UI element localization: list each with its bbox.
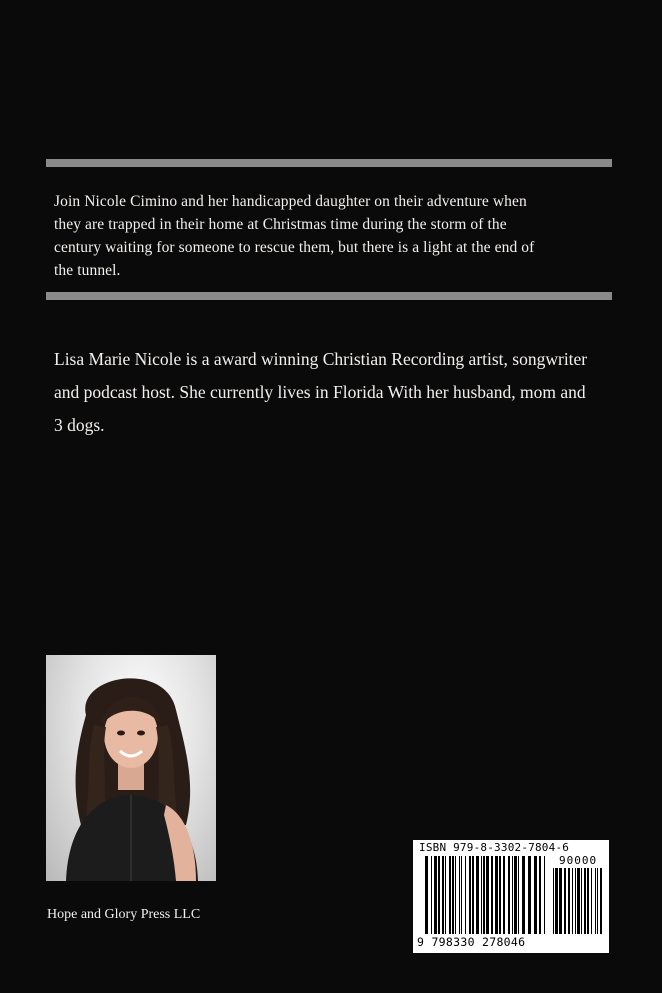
- isbn-barcode: [413, 840, 609, 953]
- barcode-bar: [495, 856, 498, 934]
- barcode-bar: [528, 856, 531, 934]
- barcode-bar: [438, 856, 440, 934]
- price-code: 90000: [559, 854, 598, 867]
- barcode-bar: [442, 856, 444, 934]
- barcode-bar: [452, 856, 454, 934]
- barcode-bar: [564, 868, 566, 934]
- barcode-bar: [514, 856, 517, 934]
- blurb-line: the tunnel.: [54, 262, 121, 279]
- top-divider: [46, 159, 612, 167]
- bio-line: and podcast host. She currently lives in Florida With her husband, mom and: [54, 382, 586, 402]
- barcode-bar: [472, 856, 474, 934]
- barcode-bar: [431, 856, 432, 934]
- barcode-bar: [499, 856, 501, 934]
- barcode-bar: [584, 868, 586, 934]
- author-portrait-illustration: [46, 655, 216, 881]
- barcode-bar: [459, 856, 460, 934]
- blurb-line: Join Nicole Cimino and her handicapped daughter on their adventure when: [54, 193, 527, 210]
- barcode-bar: [512, 856, 513, 934]
- barcode-bar: [486, 856, 489, 934]
- barcode-bar: [455, 856, 456, 934]
- bottom-divider: [46, 292, 612, 300]
- blurb-line: they are trapped in their home at Christmas time during the storm of the: [54, 216, 507, 233]
- addon-bars: [553, 868, 602, 934]
- barcode-bar: [445, 856, 446, 934]
- barcode-bar: [539, 856, 541, 934]
- barcode-bar: [434, 856, 437, 934]
- barcode-bar: [559, 868, 562, 934]
- barcode-bar: [553, 868, 554, 934]
- barcode-bar: [483, 856, 485, 934]
- barcode-bar: [534, 856, 537, 934]
- author-photo: [46, 655, 216, 881]
- barcode-bar: [581, 868, 582, 934]
- barcode-bar: [461, 856, 462, 934]
- blurb-line: century waiting for someone to rescue them, but there is a light at the end of: [54, 239, 535, 256]
- barcode-bar: [555, 868, 558, 934]
- barcode-bar: [591, 868, 592, 934]
- barcode-bar: [476, 856, 479, 934]
- author-bio: [54, 343, 614, 442]
- publisher-name: Hope and Glory Press LLC: [47, 907, 201, 922]
- isbn-label: ISBN 979-8-3302-7804-6: [419, 841, 570, 854]
- barcode-bar: [587, 868, 589, 934]
- bio-line: 3 dogs.: [54, 415, 105, 435]
- barcode-bar: [508, 856, 510, 934]
- barcode-bar: [518, 856, 519, 934]
- barcode-bar: [597, 868, 598, 934]
- barcode-bar: [522, 856, 525, 934]
- barcode-bar: [577, 868, 580, 934]
- barcode-bar: [503, 856, 505, 934]
- barcode-bar: [449, 856, 451, 934]
- barcode-bar: [568, 868, 570, 934]
- barcode-bar: [544, 856, 545, 934]
- book-blurb: [54, 190, 614, 282]
- barcode-bar: [425, 856, 428, 934]
- barcode-bar: [575, 868, 576, 934]
- ean-bars: [425, 856, 545, 934]
- bio-line: Lisa Marie Nicole is a award winning Christian Recording artist, songwriter: [54, 349, 588, 369]
- barcode-bar: [572, 868, 573, 934]
- ean-digits: 9 798330 278046: [417, 935, 526, 949]
- barcode-bar: [595, 868, 596, 934]
- barcode-bar: [481, 856, 482, 934]
- barcode-bar: [469, 856, 471, 934]
- barcode-bar: [491, 856, 493, 934]
- barcode-bar: [600, 868, 602, 934]
- barcode-bar: [465, 856, 466, 934]
